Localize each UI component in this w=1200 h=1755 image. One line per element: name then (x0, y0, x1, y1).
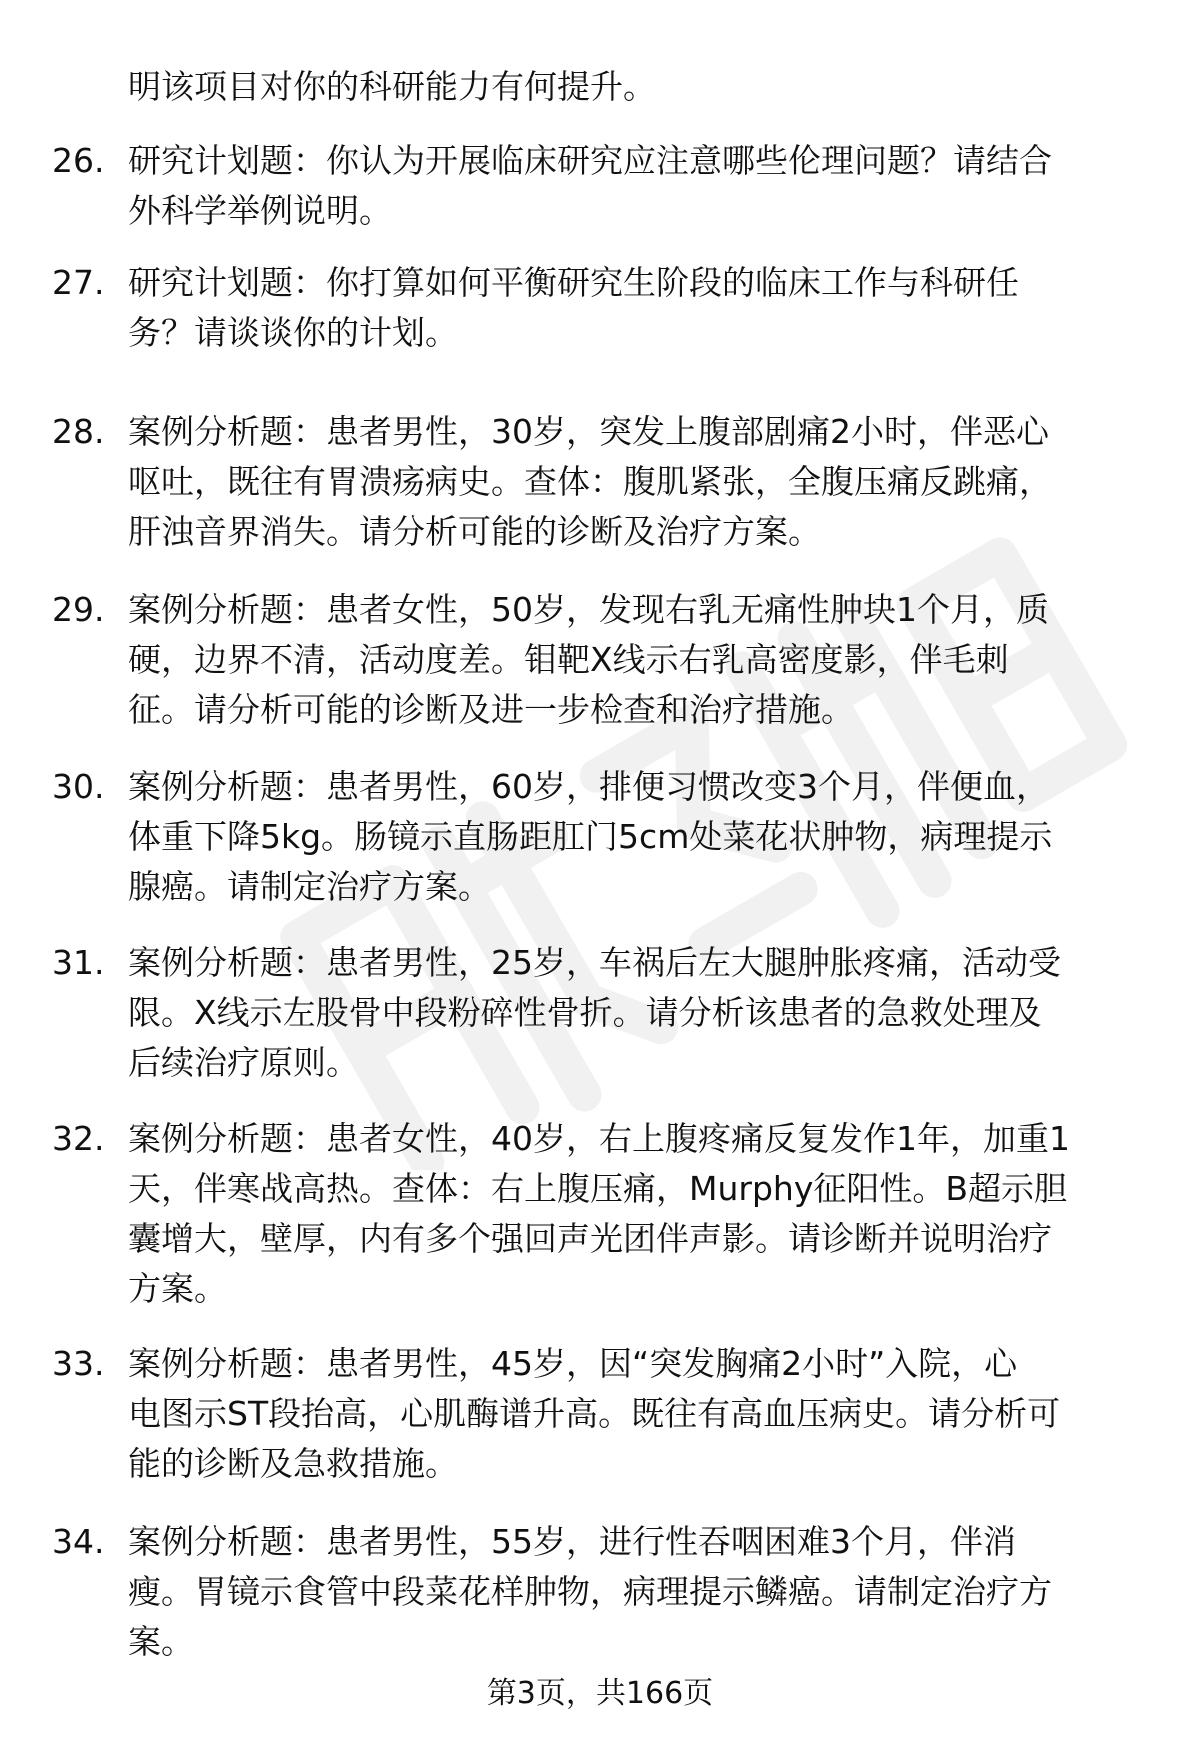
question-text: 案例分析题：患者男性，30岁，突发上腹部剧痛2小时，伴恶心 呕吐，既往有胃溃疡病史。查体：腹肌紧张，全腹压痛反跳痛， 肝浊音界消失。请分析可能的诊断及治疗方案。 (128, 412, 1052, 551)
question-number: 32. (52, 1119, 105, 1158)
question-text: 案例分析题：患者女性，50岁，发现右乳无痛性肿块1个月，质 硬，边界不清，活动度差。钼靶X线示右乳高密度影，伴毛刺 征。请分析可能的诊断及进一步检查和治疗措施。 (128, 590, 1049, 729)
question-number: 28. (52, 412, 105, 451)
question-text: 研究计划题：你认为开展临床研究应注意哪些伦理问题？请结合 外科学举例说明。 (128, 141, 1052, 230)
question-text: 案例分析题：患者女性，40岁，右上腹疼痛反复发作1年，加重1 天，伴寒战高热。查体：右上腹压痛，Murphy征阳性。B超示胆 囊增大，壁厚，内有多个强回声光团伴声影。请诊断并说明治疗 方案。 (128, 1119, 1070, 1308)
page-footer: 第3页，共166页 (486, 1676, 714, 1711)
question-text: 案例分析题：患者男性，60岁，排便习惯改变3个月，伴便血， 体重下降5kg。肠镜示直肠距肛门5cm处菜花状肿物，病理提示 腺癌。请制定治疗方案。 (128, 767, 1053, 906)
question-number: 31. (52, 943, 105, 982)
question-number: 27. (52, 263, 105, 302)
question-text: 案例分析题：患者男性，55岁，进行性吞咽困难3个月，伴消 瘦。胃镜示食管中段菜花样肿物，病理提示鳞癌。请制定治疗方 案。 (128, 1522, 1052, 1661)
question-number: 30. (52, 767, 105, 806)
question-text: 案例分析题：患者男性，25岁，车祸后左大腿肿胀疼痛，活动受 限。X线示左股骨中段粉碎性骨折。请分析该患者的急救处理及 后续治疗原则。 (128, 943, 1061, 1082)
continuation-text: 明该项目对你的科研能力有何提升。 (128, 67, 656, 106)
question-number: 33. (52, 1344, 105, 1383)
question-text: 案例分析题：患者男性，45岁，因“突发胸痛2小时”入院，心 电图示ST段抬高，心肌酶谱升高。既往有高血压病史。请分析可 能的诊断及急救措施。 (128, 1344, 1061, 1483)
question-text: 研究计划题：你打算如何平衡研究生阶段的临床工作与科研任 务？请谈谈你的计划。 (128, 263, 1019, 352)
question-number: 29. (52, 590, 105, 629)
question-number: 34. (52, 1522, 105, 1561)
question-number: 26. (52, 141, 105, 180)
